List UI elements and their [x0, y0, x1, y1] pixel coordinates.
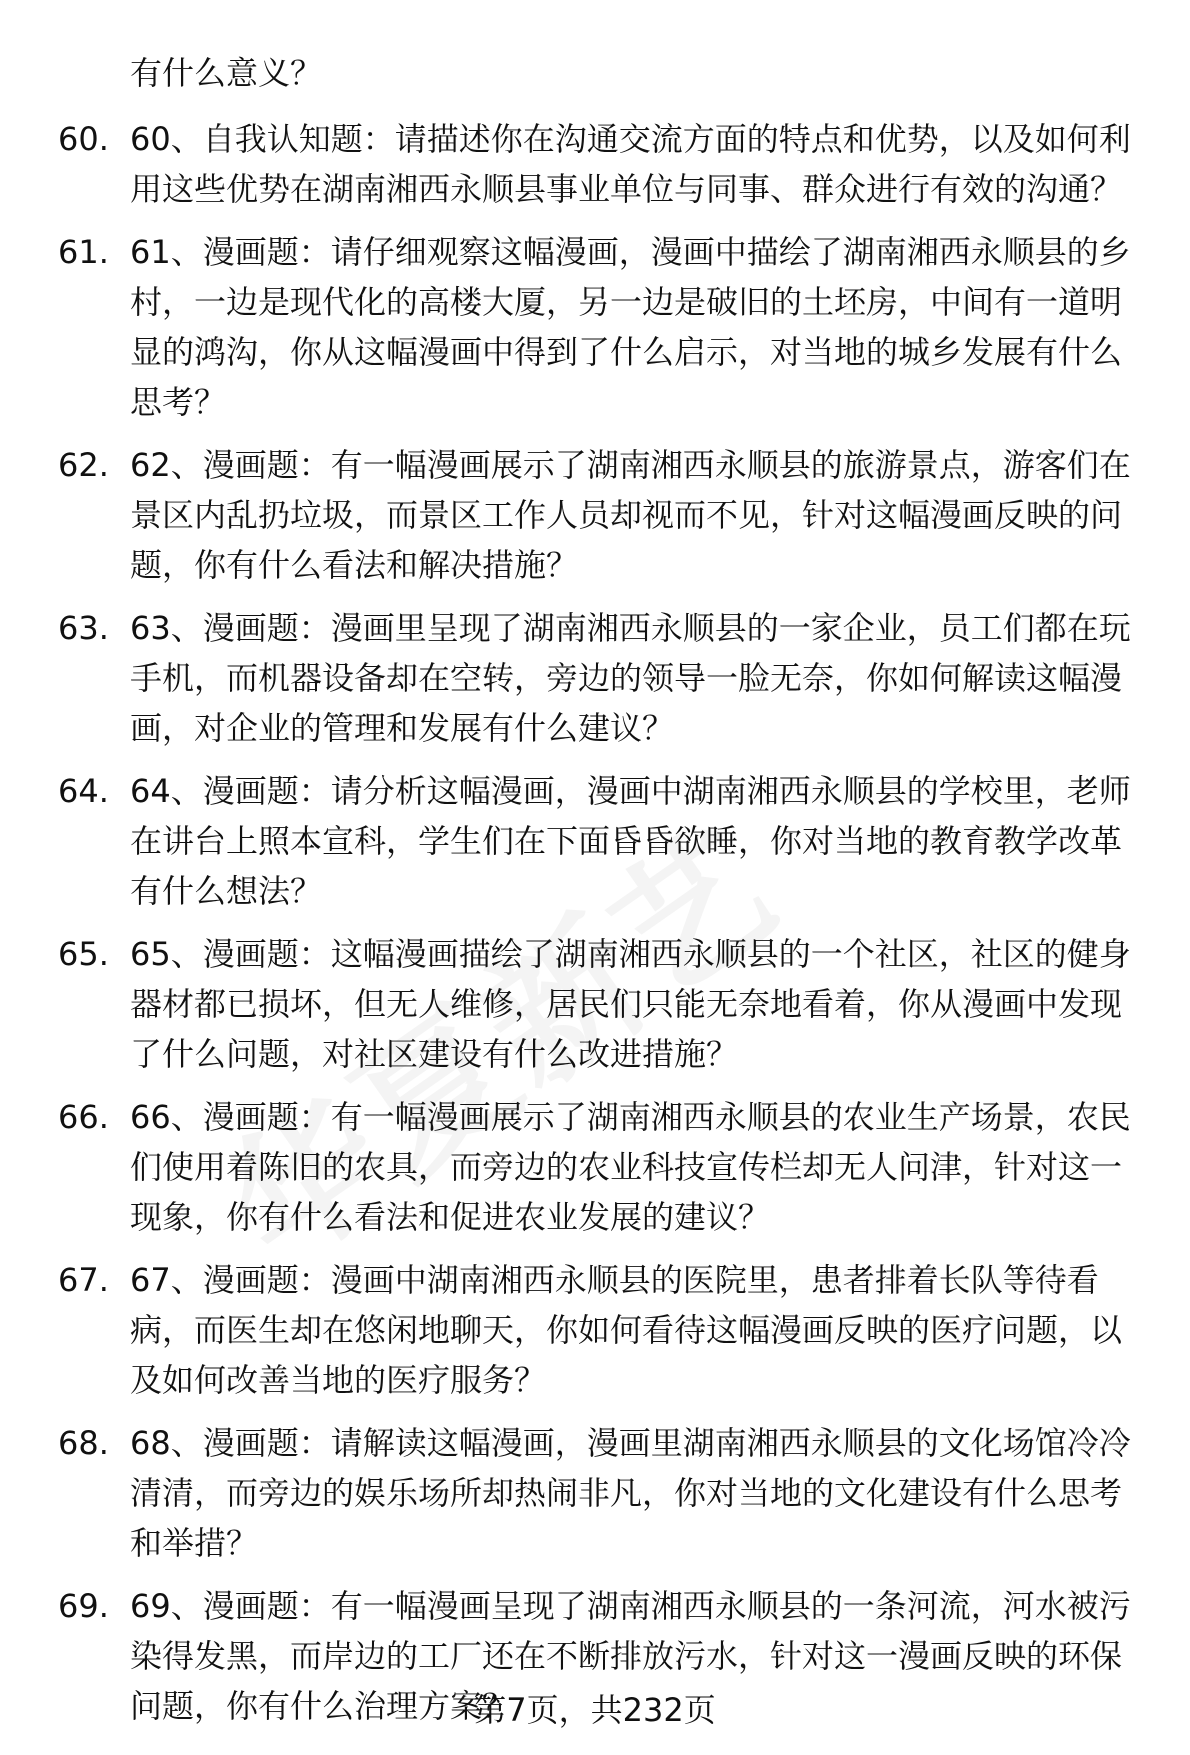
- question-number: 62.: [58, 446, 109, 484]
- question-item: [0, 603, 1190, 753]
- question-number: 66.: [58, 1098, 109, 1136]
- question-item: [0, 227, 1190, 427]
- question-number: 63.: [58, 609, 109, 647]
- question-item: [0, 1418, 1190, 1568]
- question-text: 66、漫画题：有一幅漫画展示了湖南湘西永顺县的农业生产场景，农民们使用着陈旧的农具，而旁边的农业科技宣传栏却无人问津，针对这一现象，你有什么看法和促进农业发展的建议？: [130, 1098, 1131, 1236]
- question-text: 62、漫画题：有一幅漫画展示了湖南湘西永顺县的旅游景点，游客们在景区内乱扔垃圾，而景区工作人员却视而不见，针对这幅漫画反映的问题，你有什么看法和解决措施？: [130, 446, 1131, 584]
- question-item: [0, 1255, 1190, 1405]
- page-footer: 第7页，共232页: [474, 1691, 716, 1729]
- question-item: [0, 929, 1190, 1079]
- question-list: [0, 114, 1190, 1744]
- question-text: 61、漫画题：请仔细观察这幅漫画，漫画中描绘了湖南湘西永顺县的乡村，一边是现代化的高楼大厦，另一边是破旧的土坯房，中间有一道明显的鸿沟，你从这幅漫画中得到了什么启示，对当地的城乡发展有什么思考？: [130, 233, 1131, 421]
- continued-text: 有什么意义？: [130, 54, 323, 92]
- question-text: 67、漫画题：漫画中湖南湘西永顺县的医院里，患者排着长队等待看病，而医生却在悠闲地聊天，你如何看待这幅漫画反映的医疗问题，以及如何改善当地的医疗服务？: [130, 1261, 1123, 1399]
- question-item: [0, 1092, 1190, 1242]
- question-text: 64、漫画题：请分析这幅漫画，漫画中湖南湘西永顺县的学校里，老师在讲台上照本宣科，学生们在下面昏昏欲睡，你对当地的教育教学改革有什么想法？: [130, 772, 1131, 910]
- question-number: 69.: [58, 1587, 109, 1625]
- question-number: 60.: [58, 120, 109, 158]
- question-item: [0, 766, 1190, 916]
- question-number: 65.: [58, 935, 109, 973]
- question-text: 68、漫画题：请解读这幅漫画，漫画里湖南湘西永顺县的文化场馆冷冷清清，而旁边的娱乐场所却热闹非凡，你对当地的文化建设有什么思考和举措？: [130, 1424, 1131, 1562]
- question-number: 68.: [58, 1424, 109, 1462]
- question-text: 60、自我认知题：请描述你在沟通交流方面的特点和优势，以及如何利用这些优势在湖南湘西永顺县事业单位与同事、群众进行有效的沟通？: [130, 120, 1131, 208]
- question-item: [0, 440, 1190, 590]
- question-number: 64.: [58, 772, 109, 810]
- question-text: 69、漫画题：有一幅漫画呈现了湖南湘西永顺县的一条河流，河水被污染得发黑，而岸边的工厂还在不断排放污水，针对这一漫画反映的环保问题，你有什么治理方案？: [130, 1587, 1131, 1725]
- question-number: 67.: [58, 1261, 109, 1299]
- question-number: 61.: [58, 233, 109, 271]
- question-text: 65、漫画题：这幅漫画描绘了湖南湘西永顺县的一个社区，社区的健身器材都已损坏，但无人维修，居民们只能无奈地看着，你从漫画中发现了什么问题，对社区建设有什么改进措施？: [130, 935, 1131, 1073]
- question-item: [0, 114, 1190, 214]
- question-text: 63、漫画题：漫画里呈现了湖南湘西永顺县的一家企业，员工们都在玩手机，而机器设备却在空转，旁边的领导一脸无奈，你如何解读这幅漫画，对企业的管理和发展有什么建议？: [130, 609, 1131, 747]
